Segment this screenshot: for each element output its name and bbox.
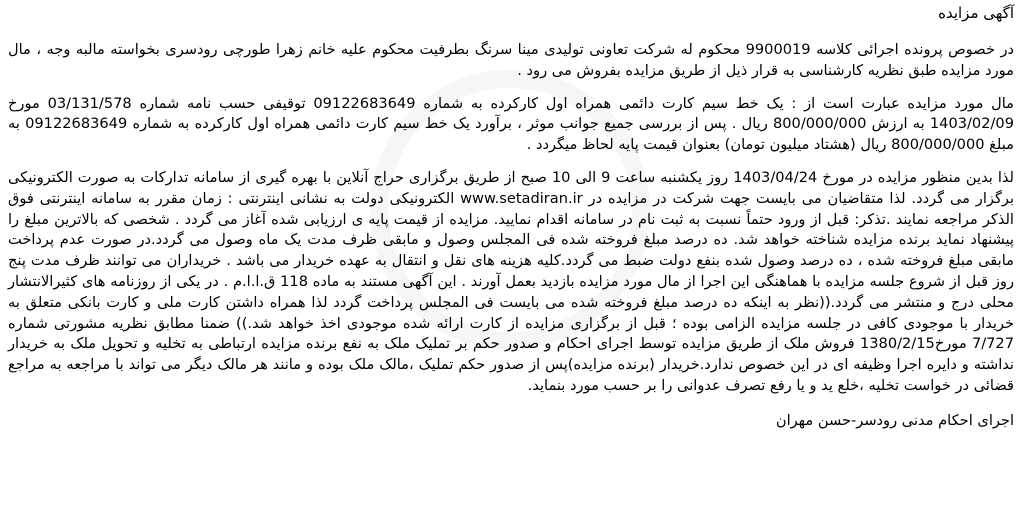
case-paragraph: در خصوص پرونده اجرائی کلاسه 9900019 محکوم له شرکت تعاونی تولیدی مینا سرنگ بطرفیت محکوم علیه خانم زهرا طورچی رودسری بخواسته مالبه وجه ، مال مورد مزایده طبق نظریه کارشناسی به قرار ذیل از طریق مزایده بفروش می رود .: [8, 41, 1014, 79]
auction-item-paragraph: مال مورد مزایده عبارت است از : یک خط سیم کارت دائمی همراه اول کارکرده به شماره 09122683649 توقیفی حسب نامه شماره 03/131/578 مورخ 1403/02/09 به ارزش 800/000/000 ریال . پس از بررسی جمیع جوانب موثر ، برآورد یک خط سیم کارت دائمی همراه اول کارکرده به شماره 09122683649 به مبلغ 800/000/000 ریال (هشتاد میلیون تومان) بعنوان قیمت پایه لحاظ میگردد .: [8, 94, 1015, 154]
notice-title: آگهی مزایده: [938, 4, 1014, 22]
signature-line: اجرای احکام مدنی رودسر-حسن مهران: [775, 411, 1014, 429]
auction-terms-paragraph: لذا بدین منظور مزایده در مورخ 1403/04/24 روز یکشنبه ساعت 9 الی 10 صبح از طریق برگزاری حراج آنلاین با بهره گیری از سامانه تدارکات به صورت الکترونیکی برگزار می گردد. لذا متقاضیان می بایست جهت شرکت در مزایده در www.setadiran.ir الکترونیکی دولت به نشانی اینترنتی : زمان مقرر به سامانه اینترنتی فوق الذکر مراجعه نمایند .تذکر: قبل از ورود حتماً نسبت به ثبت نام در سامانه اقدام نمایید. مزایده از قیمت پایه ی ارزیابی شده آغاز می گردد . شخصی که بالاترین مبلغ را پیشنهاد نماید برنده مزایده شناخته خواهد شد. ده درصد مبلغ فروخته شده فی المجلس وصول و مابقی ظرف مدت یک ماه وصول می گردد.در صورت عدم پرداخت مابقی مبلغ فروخته شده ، ده درصد وصول شده بنفع دولت ضبط می گردد.کلیه هزینه های نقل و انتقال به عهده خریدار می باشد . خریداران می توانند ظرف مدت پنج روز قبل از شروع جلسه مزایده با هماهنگی این اجرا از مال مورد مزایده بازدید بعمل آورند . این آگهی مستند به ماده 118 ق.ا.ا.م . در یکی از روزنامه های کثیرالانتشار محلی درج و منتشر می گردد.((نظر به اینکه ده درصد مبلغ فروخته شده می بایست فی المجلس پرداخت گردد لذا همراه داشتن کارت ملی و کارت بانکی متعلق به خریدار با موجودی کافی در جلسه مزایده الزامی بوده ؛ قبل از برگزاری مزایده از کارت ارائه شده موجودی اخذ خواهد شد.)) ضمنا مطابق نظریه مشورتی شماره 7/727 مورخ1380/2/15 فروش ملک از طریق مزایده توسط اجرای احکام و صدور حکم بر تملیک ملک به نفع برنده مزایده ارتباطی به تخلیه و تحویل ملک به خریدار نداشته و دایره اجرا وظیفه ای در این خصوص ندارد.خریدار (برنده مزایده)پس از صدور حکم تملیک ،مالک ملک بوده و مانند هر مالک دیگر می تواند با مراجعه به مراجع قضائی در خواست تخلیه ،خلع ید و یا رفع تصرف عدوانی را بر حسب مورد بنماید.: [8, 168, 1015, 394]
